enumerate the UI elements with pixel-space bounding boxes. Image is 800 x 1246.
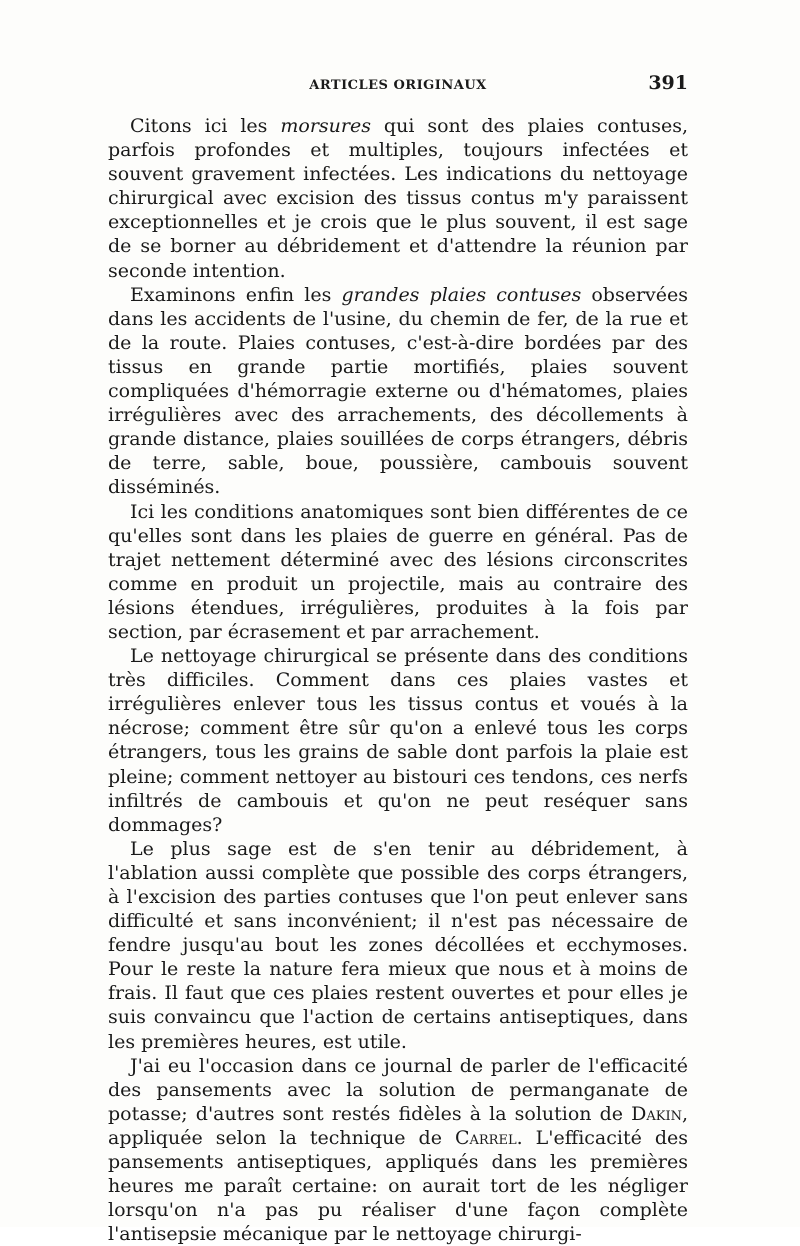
paragraph-text: Examinons enfin les <box>130 283 342 306</box>
paragraph-text: . L'efficacité des pansements antiseptiques, appliqués dans les premières heures me paraît certaine: on aurait tort de les négliger lorsqu'on n'a pas pu réaliser d'une façon complète l'antisepsie mécanique par le nettoyage chirurgi- <box>108 1126 688 1246</box>
paragraph-text: observées dans les accidents de l'usine, du chemin de fer, de la rue et de la route. Plaies contuses, c'est-à-dire bordées par des tissus en grande partie mortifiés, plaies souvent compliquées d'hémorragie externe ou d'hématomes, plaies irrégulières avec des arrachements, des décollements à grande distance, plaies souillées de corps étrangers, débris de terre, sable, boue, poussière, cambouis souvent disséminés. <box>108 283 688 499</box>
emphasis-text: grandes plaies contuses <box>341 283 582 306</box>
paragraph-text: , appliquée selon la technique de <box>108 1102 688 1149</box>
paragraph-grandes-plaies <box>108 283 688 500</box>
running-title: ARTICLES ORIGINAUX <box>309 78 487 93</box>
paragraph-morsures <box>108 114 688 283</box>
paragraph-pansements <box>108 1054 688 1246</box>
paragraph-text: J'ai eu l'occasion dans ce journal de parler de l'efficacité des pansements avec la solution de permanganate de potasse; d'autres sont restés fidèles à la solution de <box>108 1054 688 1125</box>
paragraph-debridement: Le plus sage est de s'en tenir au débridement, à l'ablation aussi complète que possible des corps étrangers, à l'excision des parties contuses que l'on peut enlever sans difficulté et sans inconvénient; il n'est pas nécessaire de fendre jusqu'au bout les zones décollées et ecchymoses. Pour le reste la nature fera mieux que nous et à moins de frais. Il faut que ces plaies restent ouvertes et pour elles je suis convaincu que l'action de certains antiseptiques, dans les premières heures, est utile. <box>108 837 688 1053</box>
paragraph-text: qui sont des plaies contuses, parfois profondes et multiples, toujours infectées et souvent gravement infectées. Les indications du nettoyage chirurgical avec excision des tissus contus m'y paraissent exceptionnelles et je crois que le plus souvent, il est sage de se borner au débridement et d'attendre la réunion par seconde intention. <box>108 115 688 282</box>
author-name-dakin: Dakin <box>631 1102 682 1125</box>
page-number: 391 <box>648 72 688 94</box>
paragraph-text: Citons ici les <box>130 115 281 137</box>
article-body <box>108 114 688 1246</box>
running-head <box>108 72 688 100</box>
emphasis-text: morsures <box>280 115 371 137</box>
author-name-carrel: Carrel <box>454 1126 517 1149</box>
paragraph-nettoyage: Le nettoyage chirurgical se présente dans des conditions très difficiles. Comment dans ces plaies vastes et irrégulières enlever tous les tissus contus et voués à la nécrose; comment être sûr qu'on a enlevé tous les corps étrangers, tous les grains de sable dont parfois la plaie est pleine; comment nettoyer au bistouri ces tendons, ces nerfs infiltrés de cambouis et qu'on ne peut reséquer sans dommages? <box>108 645 688 836</box>
paragraph-conditions: Ici les conditions anatomiques sont bien différentes de ce qu'elles sont dans les plaies de guerre en général. Pas de trajet nettement déterminé avec des lésions circonscrites comme en produit un projectile, mais au contraire des lésions étendues, irrégulières, produites à la fois par section, par écrasement et par arrachement. <box>108 500 688 643</box>
